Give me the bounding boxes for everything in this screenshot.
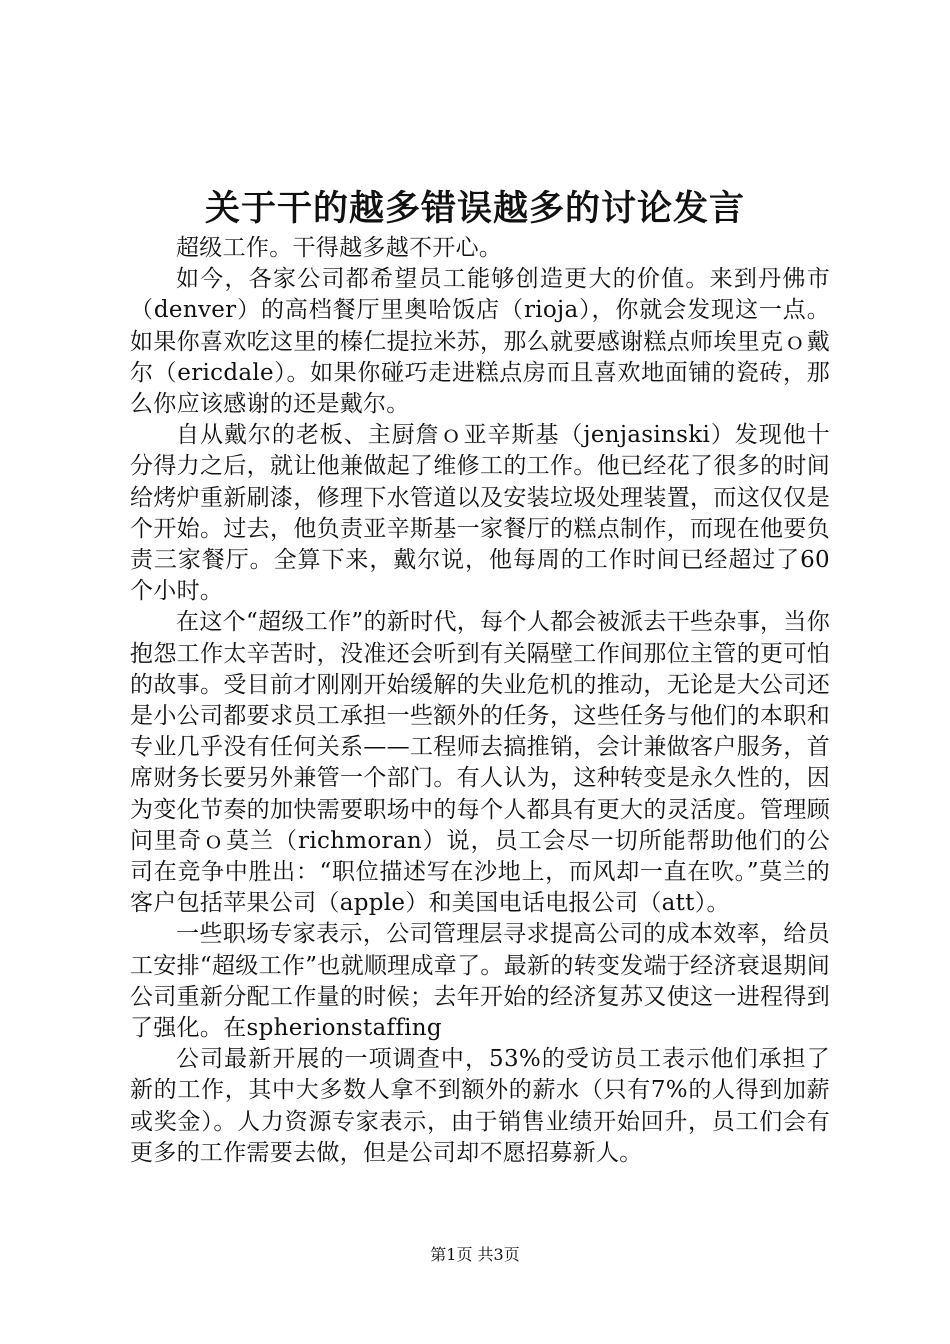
document-title: 关于干的越多错误越多的讨论发言 [204, 188, 745, 229]
paragraph: 超级工作。干得越多越不开心。 [176, 235, 503, 261]
paragraph: 公司最新开展的一项调查中，53%的受访员工表示他们承担了新的工作，其中大多数人拿不到额外的薪水（只有7%的人得到加薪或奖金）。人力资源专家表示，由于销售业绩开始回升，员工们会有更多的工作需要去做，但是公司却不愿招募新人。 [130, 1046, 830, 1166]
paragraph: 自从戴尔的老板、主厨詹ｏ亚辛斯基（jenjasinski）发现他十分得力之后，就让他兼做起了维修工的工作。他已经花了很多的时间给烤炉重新刷漆，修理下水管道以及安装垃圾处理装置，而这仅仅是个开始。过去，他负责亚辛斯基一家餐厅的糕点制作，而现在他要负责三家餐厅。全算下来，戴尔说，他每周的工作时间已经超过了60个小时。 [130, 422, 830, 605]
paragraph: 如今，各家公司都希望员工能够创造更大的价值。来到丹佛市（denver）的高档餐厅里奥哈饭店（rioja），你就会发现这一点。如果你喜欢吃这里的榛仁提拉米苏，那么就要感谢糕点师埃里克ｏ戴尔（ericdale）。如果你碰巧走进糕点房而且喜欢地面铺的瓷砖，那么你应该感谢的还是戴尔。 [130, 266, 830, 418]
paragraph: 一些职场专家表示，公司管理层寻求提高公司的成本效率，给员工安排“超级工作”也就顺理成章了。最新的转变发端于经济衰退期间公司重新分配工作量的时候；去年开始的经济复苏又使这一进程得到了强化。在spherionstaffing [130, 921, 830, 1042]
paragraph: 在这个“超级工作”的新时代，每个人都会被派去干些杂事，当你抱怨工作太辛苦时，没准还会听到有关隔壁工作间那位主管的更可怕的故事。受目前才刚刚开始缓解的失业危机的推动，无论是大公司还是小公司都要求员工承担一些额外的任务，这些任务与他们的本职和专业几乎没有任何关系——工程师去搞推销，会计兼做客户服务，首席财务长要另外兼管一个部门。有人认为，这种转变是永久性的，因为变化节奏的加快需要职场中的每个人都具有更大的灵活度。管理顾问里奇ｏ莫兰（richmoran）说，员工会尽一切所能帮助他们的公司在竞争中胜出：“职位描述写在沙地上，而风却一直在吹。”莫兰的客户包括苹果公司（apple）和美国电话电报公司（att）。 [130, 609, 830, 917]
document-body [130, 233, 830, 1169]
page-number-footer: 第1页 共3页 [430, 1245, 520, 1264]
